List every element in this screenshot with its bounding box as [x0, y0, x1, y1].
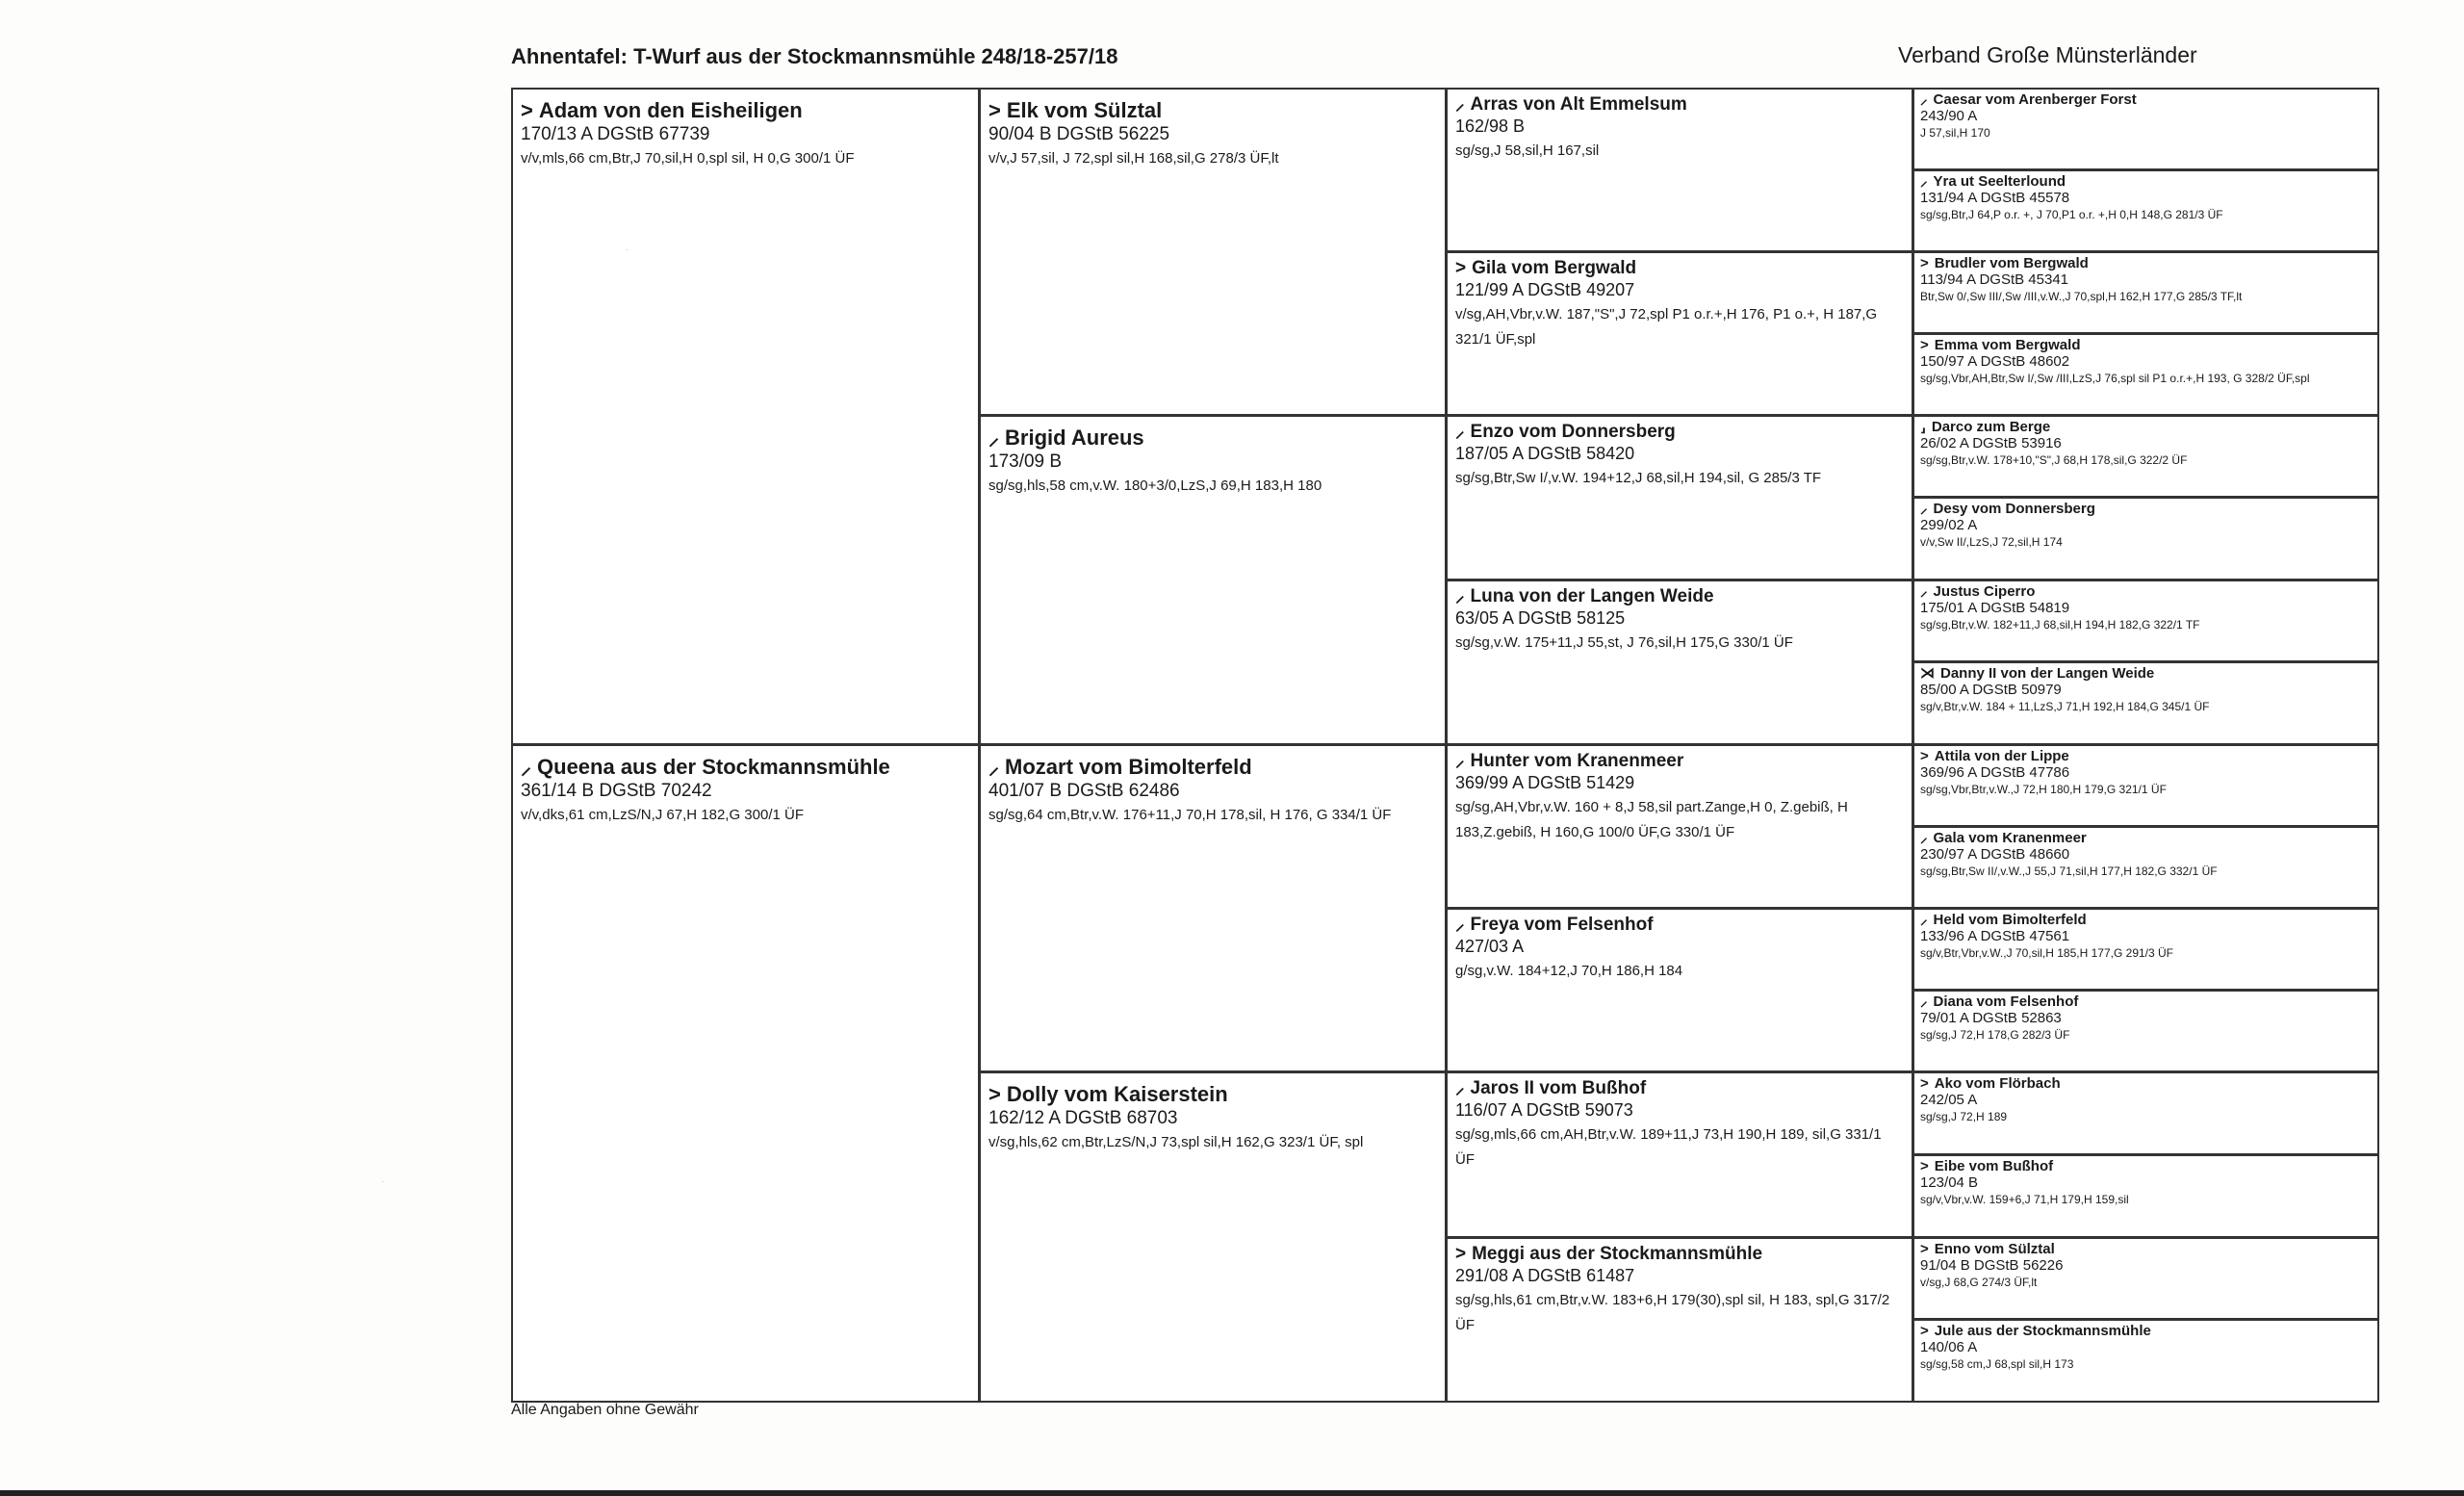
ancestor-details: sg/v,Vbr,v.W. 159+6,J 71,H 179,H 159,sil: [1920, 1193, 2129, 1206]
ancestor-gen4-12: [1912, 990, 2379, 1072]
sex-mark-icon: >: [1455, 258, 1467, 278]
ancestor-name-row: [1455, 1243, 1904, 1265]
ancestor-name: Arras von Alt Emmelsum: [1470, 94, 1687, 115]
ancestor-name: Dolly vom Kaiserstein: [1006, 1082, 1228, 1106]
ancestor-name: Jule aus der Stockmannsmühle: [1934, 1323, 2151, 1339]
ancestor-registration: 187/05 A DGStB 58420: [1455, 444, 1635, 463]
ancestor-gen3-6: [1446, 908, 1913, 1072]
ancestor-details: J 57,sil,H 170: [1920, 126, 1990, 140]
ancestor-name: Gila vom Bergwald: [1472, 258, 1637, 278]
document-title: Ahnentafel: T-Wurf aus der Stockmannsmühle 248/18-257/18: [511, 44, 1118, 68]
ancestor-name-row: [1920, 993, 2372, 1010]
sex-mark-icon: ⸝: [1455, 94, 1465, 115]
ancestor-registration: 91/04 B DGStB 56226: [1920, 1257, 2064, 1274]
sex-mark-icon: >: [1920, 255, 1929, 271]
ancestor-details: v/sg,hls,62 cm,Btr,LzS/N,J 73,spl sil,H 162,G 323/1 ÜF, spl: [988, 1134, 1364, 1150]
ancestor-registration: 113/94 A DGStB 45341: [1920, 271, 2069, 288]
ancestor-gen4-2: [1912, 169, 2379, 252]
ancestor-name-row: [1455, 1077, 1904, 1099]
dam-name-row: [521, 754, 970, 780]
ancestor-registration: 133/96 A DGStB 47561: [1920, 928, 2070, 944]
sire-name: Adam von den Eisheiligen: [538, 98, 803, 122]
sex-mark-icon: ⸝: [988, 755, 1000, 779]
ancestor-name: Jaros II vom Bußhof: [1470, 1078, 1647, 1098]
ancestor-name-row: [1455, 750, 1904, 772]
ancestor-name: Diana vom Felsenhof: [1933, 993, 2079, 1010]
ancestor-name-row: [1920, 91, 2372, 108]
sex-mark-icon: ⸝: [1455, 1078, 1465, 1098]
ancestor-name: Brudler vom Bergwald: [1934, 255, 2089, 271]
ancestor-gen4-4: [1912, 333, 2379, 416]
ancestor-gen2-2: [979, 415, 1447, 745]
ancestor-name: Caesar vom Arenberger Forst: [1933, 91, 2137, 108]
ancestor-details: sg/sg,J 72,H 178,G 282/3 ÜF: [1920, 1028, 2070, 1042]
ancestor-details: g/sg,v.W. 184+12,J 70,H 186,H 184: [1455, 963, 1683, 979]
ancestor-details: sg/sg,hls,58 cm,v.W. 180+3/0,LzS,J 69,H 183,H 180: [988, 477, 1322, 494]
sex-mark-icon: ⸝: [1455, 751, 1465, 771]
sex-mark-icon: ⸝: [1920, 912, 1928, 928]
ancestor-details: sg/sg,J 58,sil,H 167,sil: [1455, 142, 1600, 159]
ancestor-name: Attila von der Lippe: [1934, 748, 2069, 764]
ancestor-registration: 162/12 A DGStB 68703: [988, 1108, 1178, 1128]
ancestor-name-row: [1920, 748, 2372, 764]
sire-registration: 170/13 A DGStB 67739: [521, 124, 710, 144]
ancestor-details: sg/sg,Btr,v.W. 182+11,J 68,sil,H 194,H 182,G 322/1 TF: [1920, 618, 2200, 632]
scan-speck: ·: [626, 245, 629, 255]
sex-mark-icon: ⸝: [1920, 91, 1928, 108]
ancestor-name-row: [988, 754, 1437, 780]
ancestor-name-row: [1455, 93, 1904, 116]
ancestor-name: Held vom Bimolterfeld: [1933, 912, 2087, 928]
ancestor-name: Desy vom Donnersberg: [1933, 501, 2095, 517]
ancestor-registration: 401/07 B DGStB 62486: [988, 781, 1180, 801]
ancestor-gen3-2: [1446, 251, 1913, 416]
ancestor-details: sg/sg,J 72,H 189: [1920, 1110, 2008, 1123]
sex-mark-icon: >: [988, 98, 1001, 122]
sire-cell: [511, 88, 980, 745]
ancestor-registration: 427/03 A: [1455, 937, 1525, 956]
sex-mark-icon: >: [1920, 1158, 1929, 1174]
ancestor-registration: 230/97 A DGStB 48660: [1920, 846, 2070, 863]
sex-mark-icon: ⸝: [1920, 583, 1928, 600]
ancestor-gen4-16: [1912, 1319, 2379, 1403]
ancestor-name-row: [1920, 1241, 2372, 1257]
ancestor-gen3-7: [1446, 1071, 1913, 1238]
dam-name: Queena aus der Stockmannsmühle: [537, 755, 890, 779]
sex-mark-icon: ⸝: [1455, 915, 1465, 935]
sex-mark-icon: ⸝: [988, 426, 1000, 450]
ancestor-registration: 162/98 B: [1455, 116, 1526, 136]
sex-mark-icon: ⋊: [1920, 665, 1935, 682]
ancestor-details: sg/sg,v.W. 175+11,J 55,st, J 76,sil,H 175,G 330/1 ÜF: [1455, 634, 1793, 651]
ancestor-name-row: [1920, 173, 2372, 190]
ancestor-gen4-11: [1912, 908, 2379, 991]
ancestor-details: sg/sg,AH,Vbr,v.W. 160 + 8,J 58,sil part.Zange,H 0, Z.gebiß, H 183,Z.gebiß, H 160,G 100/0 ÜF,G 330/1 ÜF: [1455, 799, 1848, 840]
ancestor-gen4-6: [1912, 497, 2379, 580]
disclaimer: Alle Angaben ohne Gewähr: [511, 1402, 699, 1418]
ancestor-gen4-1: [1912, 88, 2379, 170]
ancestor-gen3-4: [1446, 580, 1913, 745]
ancestor-registration: 121/99 A DGStB 49207: [1455, 280, 1635, 299]
ancestor-details: sg/sg,hls,61 cm,Btr,v.W. 183+6,H 179(30),spl sil, H 183, spl,G 317/2 ÜF: [1455, 1292, 1890, 1333]
ancestor-name-row: [1455, 257, 1904, 279]
ancestor-details: v/sg,AH,Vbr,v.W. 187,"S",J 72,spl P1 o.r.+,H 176, P1 o.+, H 187,G 321/1 ÜF,spl: [1455, 306, 1878, 348]
ancestor-name-row: [1920, 255, 2372, 271]
ancestor-details: sg/sg,Btr,v.W. 178+10,"S",J 68,H 178,sil,G 322/2 ÜF: [1920, 453, 2188, 467]
ancestor-gen2-4: [979, 1071, 1447, 1403]
ancestor-registration: 291/08 A DGStB 61487: [1455, 1266, 1635, 1285]
ancestor-name-row: [1920, 912, 2372, 928]
ancestor-name-row: [1920, 1075, 2372, 1092]
ancestor-registration: 243/90 A: [1920, 108, 1978, 124]
ancestor-registration: 369/99 A DGStB 51429: [1455, 773, 1635, 792]
ancestor-name-row: [1920, 1158, 2372, 1174]
organization-name: Verband Große Münsterländer: [1898, 42, 2197, 67]
sex-mark-icon: ⸝: [521, 755, 532, 779]
sex-mark-icon: >: [1920, 1323, 1929, 1339]
scan-bottom-edge: [0, 1490, 2464, 1496]
ancestor-registration: 63/05 A DGStB 58125: [1455, 608, 1626, 628]
ancestor-name: Eibe vom Bußhof: [1934, 1158, 2054, 1174]
ancestor-name: Mozart vom Bimolterfeld: [1005, 755, 1252, 779]
ancestor-gen4-14: [1912, 1154, 2379, 1238]
ancestor-gen3-8: [1446, 1237, 1913, 1403]
scan-speck: ·: [381, 1176, 385, 1187]
ancestor-details: sg/sg,58 cm,J 68,spl sil,H 173: [1920, 1357, 2074, 1371]
ancestor-gen3-3: [1446, 415, 1913, 580]
ancestor-name-row: [1455, 585, 1904, 607]
ancestor-name: Danny II von der Langen Weide: [1940, 665, 2155, 682]
ancestor-name: Emma vom Bergwald: [1934, 337, 2081, 353]
ancestor-gen2-3: [979, 744, 1447, 1072]
ancestor-registration: 150/97 A DGStB 48602: [1920, 353, 2070, 370]
ancestor-gen3-1: [1446, 88, 1913, 252]
ancestor-name: Justus Ciperro: [1933, 583, 2036, 600]
ancestor-details: sg/sg,64 cm,Btr,v.W. 176+11,J 70,H 178,sil, H 176, G 334/1 ÜF: [988, 807, 1392, 823]
ancestor-gen4-13: [1912, 1071, 2379, 1155]
ancestor-registration: 90/04 B DGStB 56225: [988, 124, 1170, 144]
ancestor-registration: 123/04 B: [1920, 1174, 1979, 1191]
ancestor-details: v/v,J 57,sil, J 72,spl sil,H 168,sil,G 278/3 ÜF,lt: [988, 150, 1279, 167]
ancestor-name-row: [988, 97, 1437, 123]
ancestor-name-row: [1920, 501, 2372, 517]
ancestor-gen4-7: [1912, 580, 2379, 662]
sex-mark-icon: ⸝: [1455, 422, 1465, 442]
ancestor-registration: 79/01 A DGStB 52863: [1920, 1010, 2062, 1026]
ancestor-name-row: [1920, 419, 2372, 435]
ancestor-gen4-9: [1912, 744, 2379, 827]
ancestor-name: Enzo vom Donnersberg: [1470, 422, 1676, 442]
ancestor-name: Ako vom Flörbach: [1934, 1075, 2061, 1092]
ancestor-details: sg/sg,Vbr,Btr,v.W.,J 72,H 180,H 179,G 321/1 ÜF: [1920, 783, 2167, 796]
sex-mark-icon: ⸥: [1920, 419, 1926, 435]
sex-mark-icon: >: [1920, 748, 1929, 764]
ancestor-name: Enno vom Sülztal: [1934, 1241, 2055, 1257]
ancestor-registration: 242/05 A: [1920, 1092, 1978, 1108]
dam-registration: 361/14 B DGStB 70242: [521, 781, 712, 801]
sex-mark-icon: >: [1920, 1241, 1929, 1257]
sex-mark-icon: >: [1920, 337, 1929, 353]
ancestor-details: sg/sg,Btr,Sw I/,v.W. 194+12,J 68,sil,H 194,sil, G 285/3 TF: [1455, 470, 1822, 486]
ancestor-details: v/v,Sw II/,LzS,J 72,sil,H 174: [1920, 535, 2063, 549]
ancestor-gen4-5: [1912, 415, 2379, 498]
ancestor-registration: 116/07 A DGStB 59073: [1455, 1100, 1633, 1120]
ancestor-name: Freya vom Felsenhof: [1470, 915, 1654, 935]
ancestor-registration: 140/06 A: [1920, 1339, 1978, 1355]
ancestor-name-row: [1920, 830, 2372, 846]
ancestor-name: Gala vom Kranenmeer: [1933, 830, 2087, 846]
ancestor-details: sg/sg,mls,66 cm,AH,Btr,v.W. 189+11,J 73,H 190,H 189, sil,G 331/1 ÜF: [1455, 1126, 1882, 1168]
sire-details: v/v,mls,66 cm,Btr,J 70,sil,H 0,spl sil, H 0,G 300/1 ÜF: [521, 150, 855, 167]
ancestor-name-row: [1920, 583, 2372, 600]
ancestor-registration: 173/09 B: [988, 451, 1063, 472]
ancestor-name-row: [988, 425, 1437, 451]
ancestor-details: Btr,Sw 0/,Sw III/,Sw /III,v.W.,J 70,spl,H 162,H 177,G 285/3 TF,lt: [1920, 290, 2243, 303]
sex-mark-icon: >: [1920, 1075, 1929, 1092]
sex-mark-icon: ⸝: [1920, 830, 1928, 846]
ancestor-registration: 131/94 A DGStB 45578: [1920, 190, 2070, 206]
ancestor-registration: 26/02 A DGStB 53916: [1920, 435, 2062, 451]
ancestor-details: sg/sg,Vbr,AH,Btr,Sw I/,Sw /III,LzS,J 76,spl sil P1 o.r.+,H 193, G 328/2 ÜF,spl: [1920, 372, 2310, 385]
ancestor-name-row: [988, 1081, 1437, 1107]
ancestor-registration: 369/96 A DGStB 47786: [1920, 764, 2070, 781]
ancestor-registration: 85/00 A DGStB 50979: [1920, 682, 2062, 698]
ancestor-details: v/sg,J 68,G 274/3 ÜF,lt: [1920, 1276, 2038, 1289]
sex-mark-icon: ⸝: [1920, 173, 1928, 190]
sire-name-row: [521, 97, 970, 123]
ancestor-name: Luna von der Langen Weide: [1470, 586, 1714, 606]
ancestor-name: Hunter vom Kranenmeer: [1470, 751, 1684, 771]
ancestor-gen4-15: [1912, 1237, 2379, 1320]
ancestor-name-row: [1455, 421, 1904, 443]
ancestor-gen4-8: [1912, 661, 2379, 745]
ancestor-details: sg/v,Btr,v.W. 184 + 11,LzS,J 71,H 192,H 184,G 345/1 ÜF: [1920, 700, 2210, 713]
ancestor-name-row: [1920, 337, 2372, 353]
ancestor-name: Elk vom Sülztal: [1006, 98, 1163, 122]
ancestor-gen3-5: [1446, 744, 1913, 909]
ancestor-name: Darco zum Berge: [1931, 419, 2051, 435]
sex-mark-icon: >: [1455, 1244, 1467, 1264]
ancestor-name: Brigid Aureus: [1005, 426, 1144, 450]
ancestor-registration: 175/01 A DGStB 54819: [1920, 600, 2070, 616]
ancestor-name-row: [1455, 914, 1904, 936]
sex-mark-icon: ⸝: [1455, 586, 1465, 606]
ancestor-details: sg/sg,Btr,J 64,P o.r. +, J 70,P1 o.r. +,H 0,H 148,G 281/3 ÜF: [1920, 208, 2223, 221]
ancestor-details: sg/sg,Btr,Sw II/,v.W.,J 55,J 71,sil,H 177,H 182,G 332/1 ÜF: [1920, 864, 2218, 878]
ancestor-gen2-1: [979, 88, 1447, 416]
sex-mark-icon: >: [988, 1082, 1001, 1106]
sex-mark-icon: ⸝: [1920, 501, 1928, 517]
ancestor-registration: 299/02 A: [1920, 517, 1978, 533]
dam-details: v/v,dks,61 cm,LzS/N,J 67,H 182,G 300/1 ÜF: [521, 807, 805, 823]
sex-mark-icon: ⸝: [1920, 993, 1928, 1010]
ancestor-gen4-3: [1912, 251, 2379, 334]
ancestor-name: Meggi aus der Stockmannsmühle: [1472, 1244, 1763, 1264]
dam-cell: [511, 744, 980, 1403]
ancestor-name: Yra ut Seelterlound: [1933, 173, 2066, 190]
ancestor-name-row: [1920, 1323, 2372, 1339]
ancestor-name-row: [1920, 665, 2372, 682]
ancestor-details: sg/v,Btr,Vbr,v.W.,J 70,sil,H 185,H 177,G 291/3 ÜF: [1920, 946, 2173, 960]
sex-mark-icon: >: [521, 98, 533, 122]
ancestor-gen4-10: [1912, 826, 2379, 909]
